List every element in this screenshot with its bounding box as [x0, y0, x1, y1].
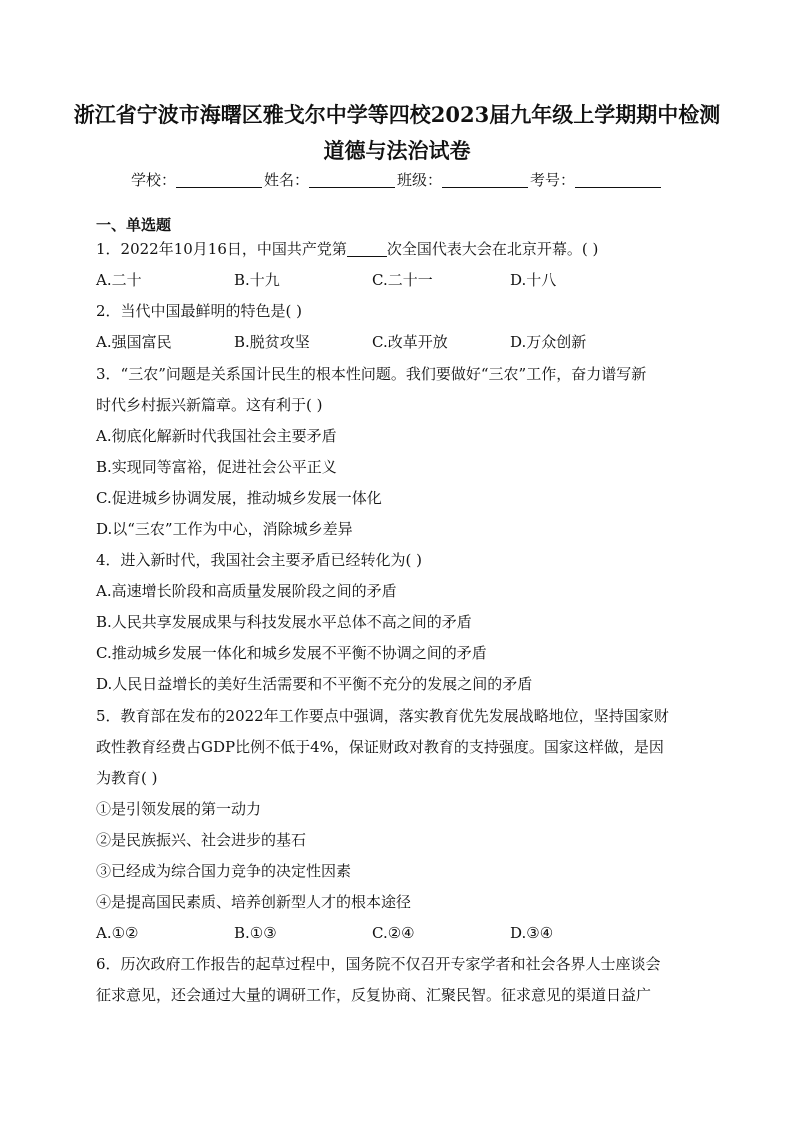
question-5-stem-line1: 5．教育部在发布的2022年工作要点中强调，落实教育优先发展战略地位，坚持国家财 [96, 707, 669, 725]
question-3-stem-line2: 时代乡村振兴新篇章。这有利于( ) [96, 396, 323, 414]
question-1-option-d[interactable]: D.十八 [510, 271, 557, 289]
number-blank[interactable] [575, 171, 661, 188]
question-6-stem-line2: 征求意见，还会通过大量的调研工作，反复协商、汇聚民智。征求意见的渠道日益广 [96, 986, 652, 1004]
question-3-option-b[interactable]: B.实现同等富裕，促进社会公平正义 [96, 458, 337, 476]
question-3-stem-line1: 3．“三农”问题是关系国计民生的根本性问题。我们要做好“三农”工作，奋力谱写新 [96, 365, 647, 383]
question-3-option-c[interactable]: C.促进城乡协调发展，推动城乡发展一体化 [96, 489, 382, 507]
question-1-option-a[interactable]: A.二十 [96, 271, 142, 289]
question-4-option-d[interactable]: D.人民日益增长的美好生活需要和不平衡不充分的发展之间的矛盾 [96, 675, 533, 693]
question-5-statement-4: ④是提高国民素质、培养创新型人才的根本途径 [96, 893, 412, 911]
question-2-stem: 2．当代中国最鲜明的特色是( ) [96, 302, 303, 320]
question-1-stem [96, 238, 706, 260]
school-blank[interactable] [176, 171, 262, 188]
student-info-row [0, 168, 794, 192]
question-2-option-d[interactable]: D.万众创新 [510, 333, 587, 351]
question-5-statement-3: ③已经成为综合国力竞争的决定性因素 [96, 862, 352, 880]
question-5-statement-2: ②是民族振兴、社会进步的基石 [96, 831, 307, 849]
question-3-option-d[interactable]: D.以“三农”工作为中心，消除城乡差异 [96, 520, 353, 538]
question-2-option-a[interactable]: A.强国富民 [96, 333, 172, 351]
question-2-option-b[interactable]: B.脱贫攻坚 [234, 333, 310, 351]
question-2-option-c[interactable]: C.改革开放 [372, 333, 448, 351]
question-5-option-c[interactable]: C.②④ [372, 924, 415, 942]
question-1-text-after: 次全国代表大会在北京开幕。( ) [386, 240, 599, 258]
exam-title-line1: 浙江省宁波市海曙区雅戈尔中学等四校2023届九年级上学期期中检测 [73, 102, 721, 127]
question-4-option-c[interactable]: C.推动城乡发展一体化和城乡发展不平衡不协调之间的矛盾 [96, 644, 487, 662]
exam-title-line2: 道德与法治试卷 [323, 138, 471, 163]
question-1-blank [347, 242, 387, 257]
question-3-option-a[interactable]: A.彻底化解新时代我国社会主要矛盾 [96, 427, 337, 445]
question-1-option-b[interactable]: B.十九 [234, 271, 280, 289]
question-1-text-before: 1．2022年10月16日，中国共产党第 [96, 240, 347, 258]
name-blank[interactable] [309, 171, 395, 188]
number-label: 考号： [530, 171, 576, 189]
question-6-stem-line1: 6．历次政府工作报告的起草过程中，国务院不仅召开专家学者和社会各界人士座谈会 [96, 955, 661, 973]
question-5-option-a[interactable]: A.①② [96, 924, 139, 942]
question-4-stem: 4．进入新时代，我国社会主要矛盾已经转化为( ) [96, 551, 423, 569]
question-5-stem-line3: 为教育( ) [96, 769, 158, 787]
school-label: 学校： [130, 171, 176, 189]
question-1-option-c[interactable]: C.二十一 [372, 271, 433, 289]
question-5-option-d[interactable]: D.③④ [510, 924, 554, 942]
question-5-option-b[interactable]: B.①③ [234, 924, 277, 942]
question-5-statement-1: ①是引领发展的第一动力 [96, 800, 262, 818]
question-5-stem-line2: 政性教育经费占GDP比例不低于4%，保证财政对教育的支持强度。国家这样做，是因 [96, 738, 664, 756]
class-label: 班级： [397, 171, 443, 189]
question-4-option-a[interactable]: A.高速增长阶段和高质量发展阶段之间的矛盾 [96, 582, 397, 600]
name-label: 姓名： [263, 171, 309, 189]
question-4-option-b[interactable]: B.人民共享发展成果与科技发展水平总体不高之间的矛盾 [96, 613, 472, 631]
section-heading: 一、单选题 [96, 216, 172, 234]
class-blank[interactable] [442, 171, 528, 188]
